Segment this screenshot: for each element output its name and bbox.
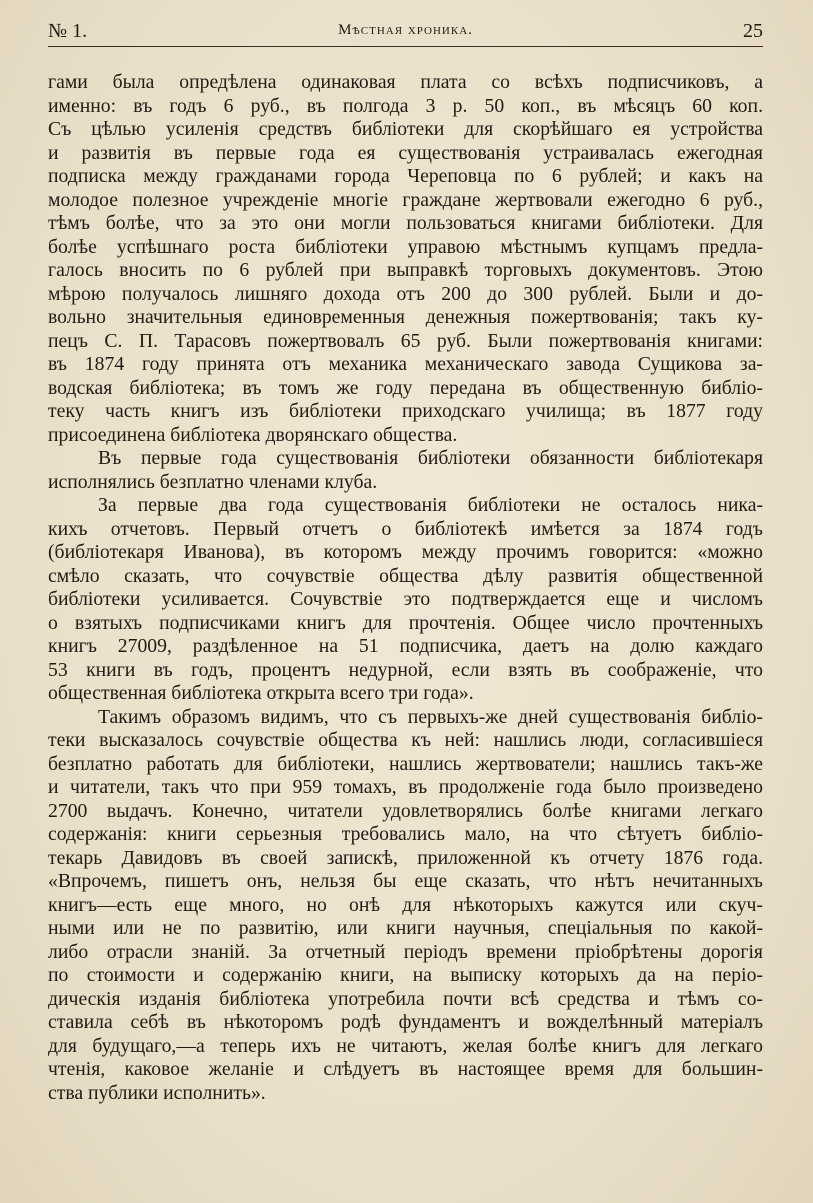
text-line: мѣрою получалось лишняго дохода отъ 200 до 300 рублей. Были и до- xyxy=(48,282,763,305)
text-line: и читатели, такъ что при 959 томахъ, въ продолженіе года было произведено xyxy=(48,776,763,798)
issue-number: № 1. xyxy=(48,20,88,42)
section-title: Мѣстная хроника. xyxy=(338,22,473,38)
text-line: книгъ 27009, раздѣленное на 51 подписчика, даетъ на долю каждаго xyxy=(48,635,763,657)
text-line: Съ цѣлью усиленія средствъ библіотеки для скорѣйшаго ея устройства xyxy=(48,118,763,140)
text-line: текарь Давидовъ въ своей запискѣ, приложенной къ отчету 1876 года. xyxy=(48,846,763,869)
text-line: тѣмъ болѣе, что за это они могли пользоваться книгами библіотеки. Для xyxy=(48,212,763,234)
text-line: 2700 выдачъ. Конечно, читатели удовлетворялись болѣе книгами легкаго xyxy=(48,799,763,822)
text-line: галось вносить по 6 рублей при выправкѣ торговыхъ документовъ. Этою xyxy=(48,259,763,281)
text-line: ными или не по развитію, или книги научныя, спеціальныя по какой- xyxy=(48,917,763,939)
text-line: о взятыхъ подписчиками книгъ для прочтенія. Общее число прочтенныхъ xyxy=(48,611,763,634)
text-line: и развитія въ первые года ея существованія устраивалась ежегодная xyxy=(48,141,763,164)
text-line: смѣло сказать, что сочувствіе общества дѣлу развитія общественной xyxy=(48,564,763,587)
paragraph xyxy=(48,71,763,447)
paragraph xyxy=(48,494,763,706)
page-number: 25 xyxy=(743,20,763,42)
text-line: по стоимости и содержанію книги, на выписку которыхъ да на періо- xyxy=(48,964,763,986)
text-line: теку часть книгъ изъ библіотеки приходскаго училища; въ 1877 году xyxy=(48,400,763,422)
text-line: гами была опредѣлена одинаковая плата со всѣхъ подписчиковъ, а xyxy=(48,71,763,93)
text-line: 53 книги въ годъ, процентъ недурной, если взять въ соображеніе, что xyxy=(48,658,763,681)
paragraph xyxy=(48,447,763,494)
text-line: именно: въ годъ 6 руб., въ полгода 3 р. 50 коп., въ мѣсяцъ 60 коп. xyxy=(48,94,763,117)
body-text xyxy=(48,71,763,1105)
text-line: въ 1874 году принята отъ механика механическаго завода Сущикова за- xyxy=(48,353,763,375)
running-header xyxy=(48,18,763,47)
text-line: для будущаго,—а теперь ихъ не читаютъ, желая болѣе книгъ для легкаго xyxy=(48,1034,763,1057)
text-line: либо отрасли знаній. За отчетный періодъ времени пріобрѣтены дорогія xyxy=(48,940,763,963)
text-line: ставила себѣ въ нѣкоторомъ родѣ фундаментъ и вожделѣнный матеріалъ xyxy=(48,1011,763,1033)
text-line: дическія изданія библіотека употребила почти всѣ средства и тѣмъ со- xyxy=(48,987,763,1010)
paragraph xyxy=(48,706,763,1106)
text-line: книгъ—есть еще много, но онѣ для нѣкоторыхъ кажутся или скуч- xyxy=(48,893,763,916)
text-line: За первые два года существованія библіотеки не осталось ника- xyxy=(98,494,763,516)
text-line: Такимъ образомъ видимъ, что съ первыхъ-же дней существованія библіо- xyxy=(98,705,763,728)
text-line: болѣе успѣшнаго роста библіотеки управою мѣстнымъ купцамъ предла- xyxy=(48,235,763,258)
text-line: вольно значительныя единовременныя денежныя пожертвованія; такъ ку- xyxy=(48,306,763,328)
text-line: присоединена библіотека дворянскаго общества. xyxy=(48,423,458,446)
text-line: исполнялись безплатно членами клуба. xyxy=(48,470,378,493)
text-line: содержанія: книги серьезныя требовались мало, на что сѣтуетъ библіо- xyxy=(48,823,763,845)
text-line: общественная библіотека открыта всего три года». xyxy=(48,682,474,704)
text-line: пецъ С. П. Тарасовъ пожертвовалъ 65 руб. Были пожертвованія книгами: xyxy=(48,329,763,352)
text-line: (библіотекаря Иванова), въ которомъ между прочимъ говорится: «можно xyxy=(48,541,763,563)
text-line: ства публики исполнить». xyxy=(48,1081,266,1104)
text-line: кихъ отчетовъ. Первый отчетъ о библіотекѣ имѣется за 1874 годъ xyxy=(48,517,763,540)
text-line: теки высказалось сочувствіе общества къ ней: нашлись люди, согласившіеся xyxy=(48,729,763,751)
text-line: Въ первые года существованія библіотеки обязанности библіотекаря xyxy=(98,447,763,469)
text-line: подписка между гражданами города Череповца по 6 рублей; и какъ на xyxy=(48,165,763,187)
text-line: библіотеки усиливается. Сочувствіе это подтверждается еще и числомъ xyxy=(48,588,763,610)
text-line: чтенія, каковое желаніе и слѣдуетъ въ настоящее время для большин- xyxy=(48,1058,763,1080)
text-line: «Впрочемъ, пишетъ онъ, нельзя бы еще сказать, что нѣтъ нечитанныхъ xyxy=(48,870,763,892)
text-line: безплатно работать для библіотеки, нашлись жертвователи; нашлись такъ-же xyxy=(48,752,763,775)
text-line: молодое полезное учрежденіе многіе граждане жертвовали ежегодно 6 руб., xyxy=(48,188,763,211)
text-line: водская библіотека; въ томъ же году передана въ общественную библіо- xyxy=(48,376,763,399)
